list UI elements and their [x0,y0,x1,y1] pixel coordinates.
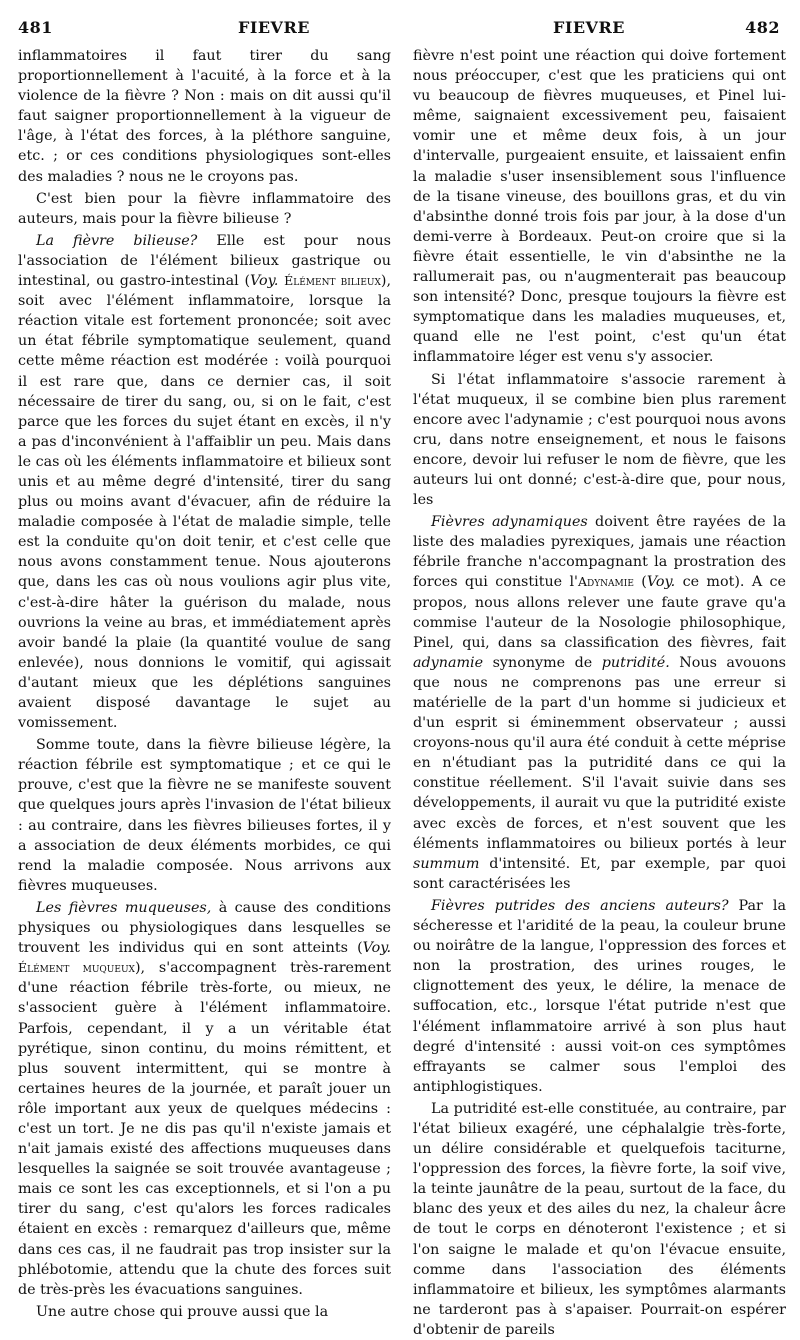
paragraph [18,898,391,1300]
paragraph [413,1099,786,1340]
right-column [413,46,786,1340]
text-run: Elle est pour nous l'association de l'élément bilieux gastrique ou intestinal, ou gastro-intestinal ( [18,232,391,290]
text-run: fièvre n'est point une réaction qui doive fortement nous préoccuper, c'est que les praticiens qui ont vu beaucoup de fièvres muqueuses, et Pinel lui-même, saignaient excessivement peu, faisaient vomir une et même deux fois, à un jour d'intervalle, purgeaient ensuite, et laissaient enfin la maladie s'user insensiblement sous l'influence de la tisane vineuse, des bouillons gras, et du vin d'absinthe donné trois fois par jour, à la dose d'un demi-verre à Bordeaux. Peut-on croire que si la fièvre était essentielle, le vin d'absinthe ne la rallumerait pas, ou n'augmenterait pas beaucoup son intensité? Donc, presque toujours la fièvre est symptomatique dans les maladies muqueuses, et, quand elle ne l'est point, c'est qu'un état inflammatoire léger est venu s'y associer. [413,48,786,366]
text-run: d'intensité. Et, par exemple, par quoi sont caractérisées les [413,855,786,892]
text-run: La putridité est-elle constituée, au contraire, par l'état bilieux exagéré, une céphalalgie très-forte, un délire considérable et quelquefois taciturne, l'oppression des forces, la fièvre forte, la soif vive, la teinte jaunâtre de la peau, surtout de la face, du blanc des yeux et des ailes du nez, la chaleur âcre de tout le corps en dénoteront l'existence ; et si l'on saigne le malade et qu'on l'évacue ensuite, comme dans l'association des éléments inflammatoire et bilieux, les symptômes alarmants ne tarderont pas à s'apaiser. Pourrait-on espérer d'obtenir de pareils [413,1100,786,1338]
small-caps-text: Élément muqueux [18,960,135,976]
italic-text: Les fièvres muqueuses, [36,899,212,916]
paragraph [413,370,786,511]
text-run: ( [633,574,647,591]
text-run: à cause des conditions physiques ou physiologiques dans lesquelles se trouvent les individus qui en sont atteints ( [18,899,391,957]
text-run: Par la sécheresse et l'aridité de la peau, la couleur brune ou noirâtre de la langue, l'oppression des forces et non la prostration, des urines rouges, le clignottement des yeux, le délire, la menace de suffocation, etc., lorsque l'état putride n'est que l'élément inflammatoire arrivé à son plus haut degré d'intensité : aussi voit-on ces symptômes effrayants se calmer sous l'emploi des antiphlogistiques. [413,897,786,1095]
page-number-right: 482 [745,18,780,37]
text-run: Somme toute, dans la fièvre bilieuse légère, la réaction fébrile est symptomatique ; et ce qui le prouve, c'est que la fièvre ne se manifeste souvent que quelques jours après l'invasion de l'état bilieux : au contraire, dans les fièvres bilieuses fortes, il y a association de deux éléments morbides, ce qui rend la maladie composée. Nous arrivons aux fièvres muqueuses. [18,737,391,894]
small-caps-text: Adynamie [578,574,634,590]
page-number-left: 481 [18,18,53,37]
small-caps-text: Élément bilieux [284,273,381,289]
text-run: ), soit avec l'élément inflammatoire, lorsque la réaction vitale est fortement prononcée; soit avec un état fébrile symptomatique seulement, quand cette même réaction est modérée : voilà pourquoi il est rare que, dans ce dernier cas, il soit nécessaire de tirer du sang, ou, si on le fait, c'est parce que les forces du sujet étant en excès, il n'y a pas d'inconvénient à l'affaiblir un peu. Mais dans le cas où les éléments inflammatoire et bilieux sont unis et au même degré d'intensité, tirer du sang plus ou moins avant d'évacuer, afin de réduire la maladie composée à l'état de maladie simple, telle est la conduite qu'on doit tenir, et c'est celle que nous avons constamment tenue. Nous ajouterons que, dans les cas où nous voulions agir plus vite, c'est-à-dire hâter la guérison du malade, nous ouvrions la veine au bras, et immédiatement après avoir bandé la plaie (la quantité voulue de sang enlevée), nous donnions le vomitif, qui agissait d'autant mieux que les déplétions sanguines avaient disposé davantage le sujet au vomissement. [18,273,392,732]
text-run: ), s'accompagnent très-rarement d'une réaction fébrile très-forte, ou mieux, ne s'associent guère à l'élément inflammatoire. Parfois, cependant, il y a un véritable état pyrétique, sinon continu, du moins rémittent, et plus souvent intermittent, qui se montre à certaines heures de la journée, et paraît jouer un rôle important aux yeux de quelques médecins : c'est un tort. Je ne dis pas qu'il n'existe jamais et n'ait jamais existé des affections muqueuses dans lesquelles la saignée se soit trouvée avantageuse ; mais ce sont les cas exceptionnels, et si l'on a pu tirer du sang, c'est qu'alors les forces radicales étaient en excès : remarquez d'ailleurs que, même dans ces cas, il ne faudrait pas trop insister sur la phlébotomie, attendu que la chute des forces suit de très-près les évacuations sanguines. [18,960,391,1298]
italic-text: summum [413,855,480,872]
italic-text: adynamie [413,654,484,671]
running-header [18,18,786,46]
text-run: Nous avouons que nous ne comprenons pas une erreur si matérielle de la part d'un homme si judicieux et d'un esprit si éminemment observateur ; aussi croyons-nous qu'il aura été conduit à cette méprise en n'étudiant pas la putridité dans ce qui la constitue réellement. S'il l'avait suivie dans ses développements, il aurait vu que la putridité existe avec excès de forces, et n'est souvent que les éléments inflammatoires ou bilieux portés à leur [413,654,786,852]
italic-text: La fièvre bilieuse? [36,232,198,249]
running-title-right: FIEVRE [553,18,625,37]
paragraph [18,231,391,733]
paragraph [18,46,391,187]
paragraph [413,896,786,1097]
italic-text: Fièvres putrides des anciens auteurs? [431,897,729,914]
paragraph [413,46,786,368]
left-column [18,46,391,1340]
text-run: synonyme de [483,654,602,671]
paragraph [18,735,391,896]
italic-text: Voy. [646,574,676,591]
text-run: C'est bien pour la fièvre inflammatoire des auteurs, mais pour la fièvre bilieuse ? [18,190,391,227]
paragraph [413,512,786,894]
text-run: inflammatoires il faut tirer du sang proportionnellement à l'acuité, à la force et à la violence de la fièvre ? Non : mais on dit aussi qu'il faut saigner proportionnellement à la vigueur de l'âge, à l'état des forces, à la pléthore sanguine, etc. ; or ces conditions physiologiques sont-elles des maladies ? nous ne le croyons pas. [18,48,391,185]
text-run: Une autre chose qui prouve aussi que la [36,1303,329,1320]
running-title-left: FIEVRE [238,18,310,37]
text-run: doivent être rayées de la liste des maladies pyrexiques, jamais une réaction fébrile franche n'accompagnant la prostration des forces qui constitue l' [413,514,787,591]
text-run: ce mot). A ce propos, nous allons relever une faute grave qu'a commise l'auteur de la Nosologie philosophique, Pinel, qui, dans sa classification des fièvres, fait [413,574,786,651]
italic-text: putridité. [601,654,670,671]
paragraph [18,189,391,229]
text-run: Si l'état inflammatoire s'associe rarement à l'état muqueux, il se combine bien plus rarement encore avec l'adynamie ; c'est pourquoi nous avons cru, dans notre enseignement, et nous le faisons encore, devoir lui refuser le nom de fièvre, que les auteurs lui ont donné; c'est-à-dire que, pour nous, les [413,371,786,509]
italic-text: Voy. [250,273,279,290]
text-columns [18,46,786,1340]
italic-text: Voy. [362,940,391,957]
italic-text: Fièvres adynamiques [431,514,588,531]
paragraph [18,1302,391,1322]
